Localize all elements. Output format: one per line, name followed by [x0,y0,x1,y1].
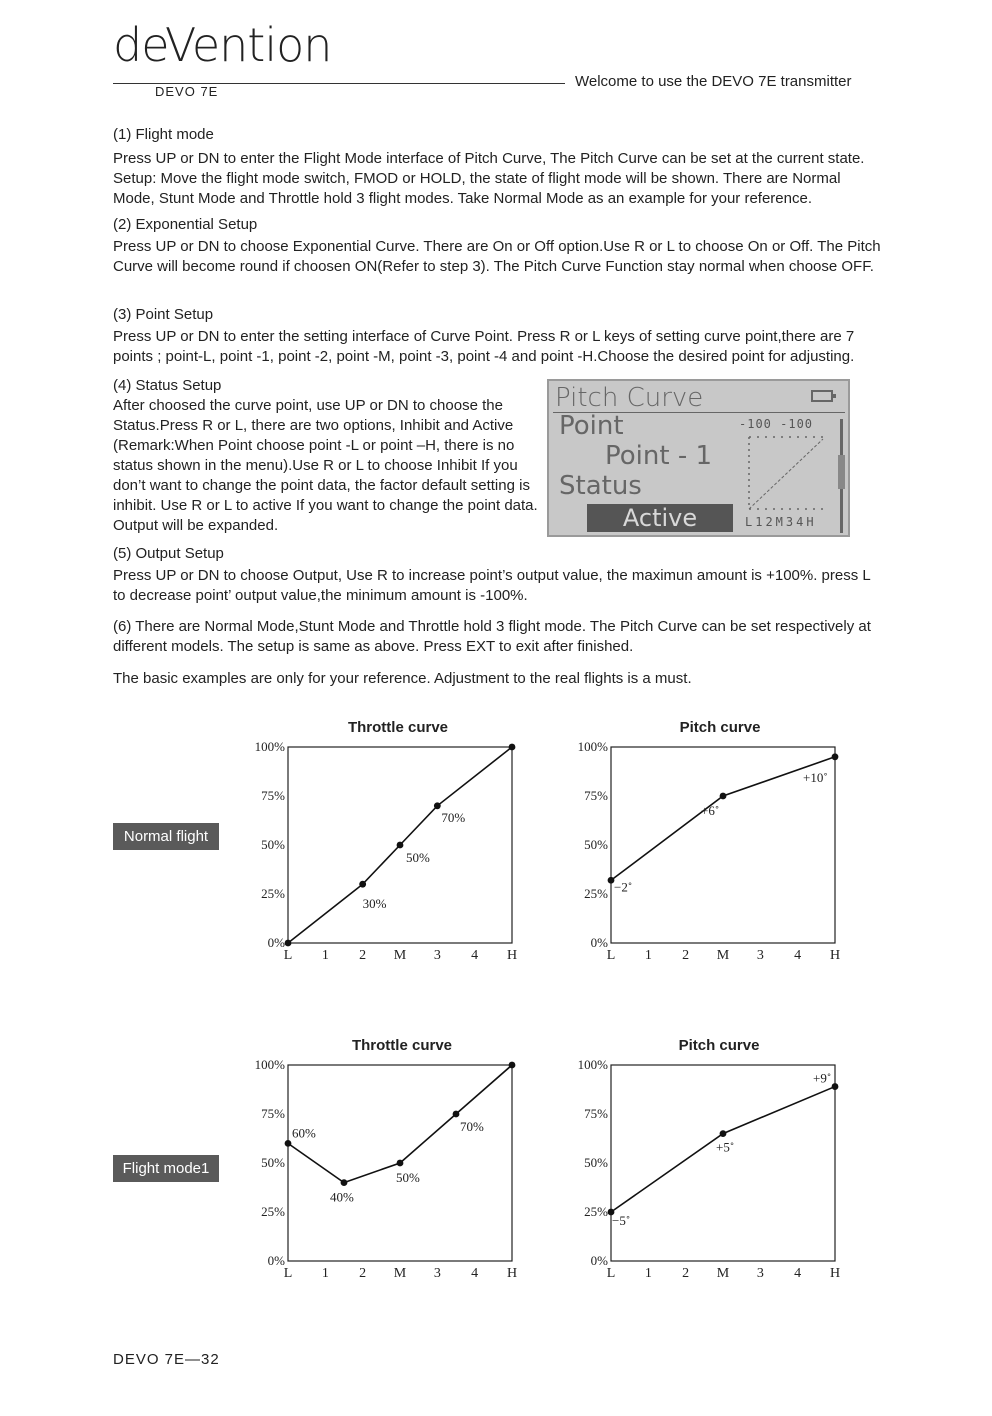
lcd-title: Pitch Curve [555,383,704,413]
brand-model: DEVO 7E [155,84,219,99]
x-tick-label: L [283,1266,293,1281]
chart-normal-pitch [563,735,853,970]
data-label: +9˚ [813,1070,832,1086]
data-label: 30% [362,896,387,912]
x-tick-label: H [506,1266,518,1281]
x-tick-label: 4 [794,1266,802,1281]
header-welcome: Welcome to use the DEVO 7E transmitter [575,73,852,90]
y-tick-label: 50% [261,837,285,852]
y-tick-label: 100% [577,1057,608,1072]
x-tick-label: H [506,948,518,963]
section-4-body: After choosed the curve point, use UP or DN to choose the Status.Press R or L, there are two options, Inhibit and Active (Remark:When Point choose point -L or point –H, there is no status shown in the menu).Use R or L to choose Inhibit If you don’t want to change the point data, the factor default setting is inhibit. Use R or L to active If you want to change the point data. Output will be expanded. [113,397,538,534]
x-tick-label: 3 [433,948,441,963]
data-point [341,1179,348,1186]
y-tick-label: 50% [261,1155,285,1170]
chart-normal-throttle [240,735,530,970]
data-point [359,881,366,888]
data-point [832,1083,839,1090]
plot-frame [611,1065,835,1261]
chart-mode1-pitch [563,1053,853,1288]
section-3-title: (3) Point Setup [113,306,214,323]
data-label: 70% [441,809,466,825]
tag-normal-flight: Normal flight [113,823,219,850]
x-tick-label: 4 [471,948,479,963]
lcd-status-label: Status [559,471,642,501]
x-tick-label: M [393,1266,407,1281]
plot-frame [611,747,835,943]
data-label: −5˚ [612,1213,631,1228]
section-6-body [113,617,883,657]
chart-mode1-throttle [240,1053,530,1288]
lcd-point-names: L12M34H [745,515,817,529]
series-line [611,757,835,880]
lcd-screen [547,379,850,537]
section-3-body: Press UP or DN to enter the setting interface of Curve Point. Press R or L keys of setting curve point,there are 7 points ; point-L, point -1, point -2, point -M, point -3, point -4 and point -H.Choose the desired point for adjusting. [113,328,855,365]
data-label: 50% [396,1170,420,1185]
section-6-text: (6) There are Normal Mode,Stunt Mode and Throttle hold 3 flight mode. The Pitch Curve can be set respectively at different models. The setup is same as above. Press EXT to exit after finished. [113,618,871,655]
data-point [720,1130,727,1137]
y-tick-label: 0% [267,935,285,950]
data-label: 60% [292,1125,316,1141]
lcd-mini-curve [745,433,829,513]
chart-4-title: Pitch curve [678,1037,760,1054]
x-tick-label: 1 [644,1266,652,1281]
y-tick-label: 100% [254,1057,285,1072]
note: The basic examples are only for your reference. Adjustment to the real flights is a must. [113,670,692,687]
x-tick-label: 1 [321,948,329,963]
lcd-status-value: Active [587,504,733,532]
y-tick-label: 100% [254,739,285,754]
chart-3-title: Throttle curve [351,1037,453,1054]
section-1-body: Press UP or DN to enter the Flight Mode interface of Pitch Curve, The Pitch Curve can be set at the current state. Setup: Move the flight mode switch, FMOD or HOLD, the state of flight mode will be shown. There are Normal Mode, Stunt Mode and Throttle hold 3 flight modes. Take Normal Mode as an example for your reference. [113,150,865,207]
x-tick-label: 3 [756,1266,764,1281]
x-tick-label: 4 [794,948,802,963]
x-tick-label: 2 [682,1266,690,1281]
x-tick-label: 2 [682,948,690,963]
x-tick-label: 3 [756,948,764,963]
x-tick-label: 3 [433,1266,441,1281]
x-tick-label: 1 [644,948,652,963]
data-point [453,1111,460,1118]
data-label: +10˚ [803,769,828,785]
x-tick-label: M [393,948,407,963]
x-tick-label: H [829,1266,841,1281]
lcd-scroll-thumb [838,455,845,489]
section-4-title: (4) Status Setup [113,377,222,394]
data-label: +6˚ [701,803,720,818]
section-2-title: (2) Exponential Setup [113,216,258,233]
x-tick-label: 1 [321,1266,329,1281]
y-tick-label: 0% [267,1253,285,1268]
chart-2-title: Pitch curve [679,719,761,736]
lcd-values: -100 -100 [739,417,814,431]
data-label: 70% [460,1119,484,1134]
data-point [285,940,292,947]
x-tick-label: L [283,948,293,963]
data-point [509,1062,516,1069]
data-label: 40% [330,1189,354,1205]
x-tick-label: 2 [359,948,367,963]
data-label: +5˚ [716,1139,735,1155]
lcd-point-label: Point [559,411,624,441]
data-point [397,842,404,849]
x-tick-label: M [716,948,730,963]
x-tick-label: 2 [359,1266,367,1281]
y-tick-label: 50% [584,1155,608,1170]
x-tick-label: M [716,1266,730,1281]
y-tick-label: 75% [261,1106,285,1121]
data-point [832,753,839,760]
lcd-point-value: Point - 1 [605,441,713,471]
x-tick-label: L [606,948,616,963]
brand-logo: deVention [113,18,332,72]
x-tick-label: 4 [471,1266,479,1281]
y-tick-label: 75% [584,788,608,803]
y-tick-label: 0% [590,1253,608,1268]
tag-flight-mode1: Flight mode1 [113,1155,219,1182]
data-point [509,744,516,751]
page-footer: DEVO 7E—32 [113,1351,220,1368]
chart-1-title: Throttle curve [347,719,449,736]
y-tick-label: 0% [590,935,608,950]
section-2-body: Press UP or DN to choose Exponential Curve. There are On or Off option.Use R or L to choose On or Off. The Pitch Curve will become round if choosen ON(Refer to step 3). The Pitch Curve Function stay normal when choose OFF. [113,238,881,275]
y-tick-label: 25% [584,886,608,901]
battery-icon [811,390,833,402]
data-point [285,1140,292,1147]
x-tick-label: L [606,1266,616,1281]
section-1-title: (1) Flight mode [113,126,214,143]
section-5-title: (5) Output Setup [113,545,224,562]
data-point [397,1160,404,1167]
y-tick-label: 75% [584,1106,608,1121]
x-tick-label: H [829,948,841,963]
y-tick-label: 50% [584,837,608,852]
y-tick-label: 25% [584,1204,608,1219]
data-point [434,802,441,809]
data-point [720,793,727,800]
y-tick-label: 100% [577,739,608,754]
data-label: −2˚ [614,879,633,895]
data-label: 50% [406,850,430,865]
y-tick-label: 25% [261,1204,285,1219]
y-tick-label: 75% [261,788,285,803]
y-tick-label: 25% [261,886,285,901]
section-5-body: Press UP or DN to choose Output, Use R to increase point’s output value, the maximun amount is +100%. press L to decrease point’ output value,the minimum amount is -100%. [113,567,871,604]
